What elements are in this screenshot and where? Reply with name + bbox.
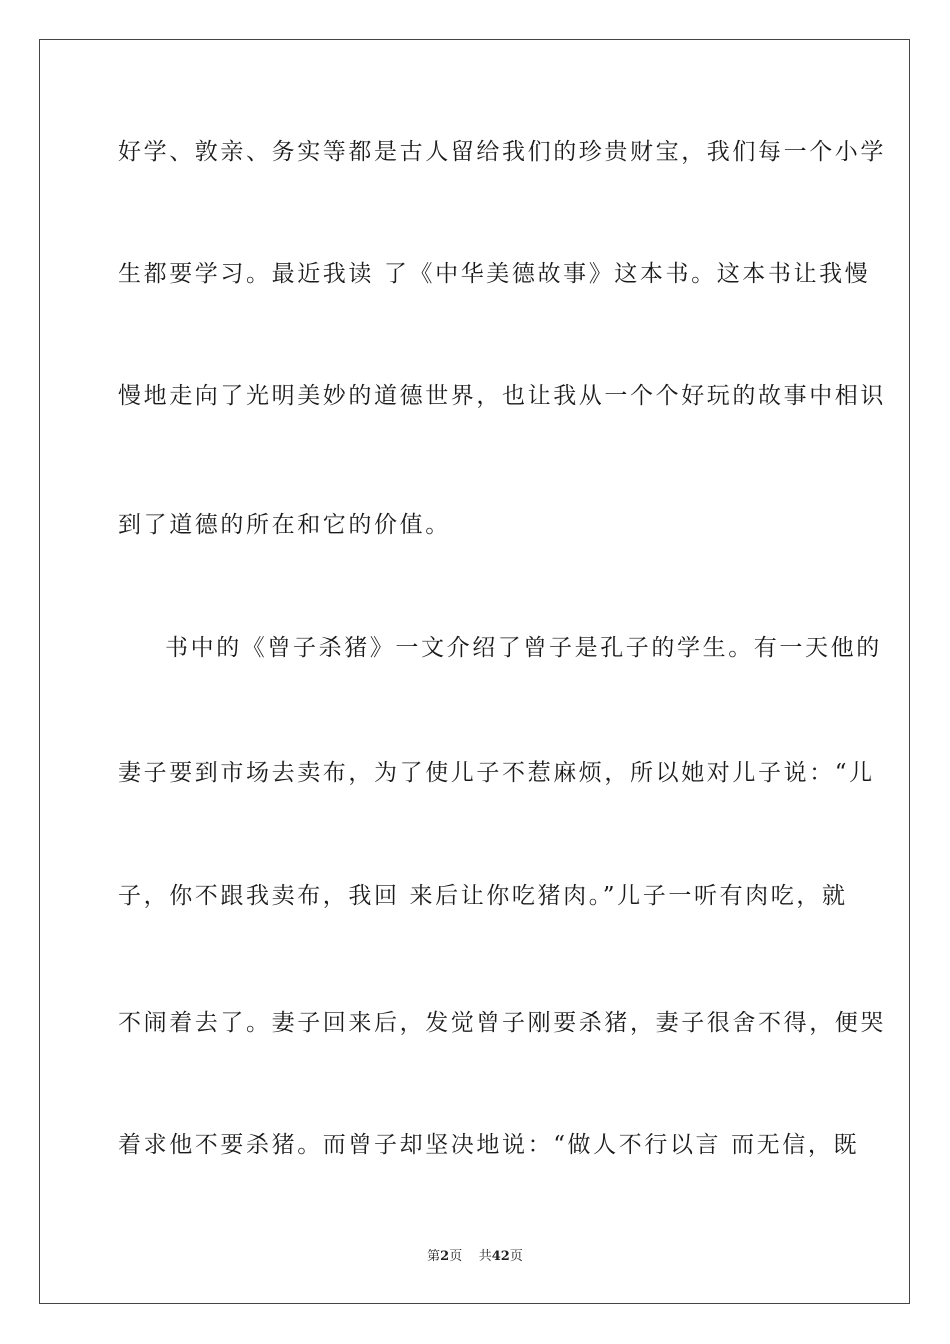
paragraph-first-line: 书中的《曾子杀猪》一文介绍了曾子是孔子的学生。有一天他的 — [165, 635, 882, 661]
body-text-line: 到了道德的所在和它的价值。 — [118, 512, 451, 538]
total-suffix: 页 — [509, 1249, 523, 1264]
body-text-line: 慢地走向了光明美妙的道德世界，也让我从一个个好玩的故事中相识 — [118, 383, 886, 409]
body-text-line: 不闹着去了。妻子回来后，发觉曾子刚要杀猪，妻子很舍不得，便哭 — [118, 1010, 886, 1036]
page-footer — [0, 1249, 950, 1265]
page-number: 2 — [440, 1249, 450, 1264]
total-prefix: 共 — [478, 1249, 492, 1264]
page-suffix: 页 — [449, 1249, 463, 1264]
body-text-line: 子，你不跟我卖布，我回 来后让你吃猪肉。”儿子一听有肉吃，就 — [118, 883, 848, 909]
body-text-line: 着求他不要杀猪。而曾子却坚决地说：“做人不行以言 而无信，既 — [118, 1132, 860, 1158]
body-text-line: 生都要学习。最近我读 了《中华美德故事》这本书。这本书让我慢 — [118, 261, 871, 287]
total-pages: 42 — [491, 1249, 510, 1264]
page-prefix: 第 — [427, 1249, 441, 1264]
body-text-line: 好学、敦亲、务实等都是古人留给我们的珍贵财宝，我们每一个小学 — [118, 139, 886, 165]
page-border — [39, 39, 910, 1304]
body-text-line: 妻子要到市场去卖布，为了使儿子不惹麻烦，所以她对儿子说：“儿 — [118, 760, 875, 786]
